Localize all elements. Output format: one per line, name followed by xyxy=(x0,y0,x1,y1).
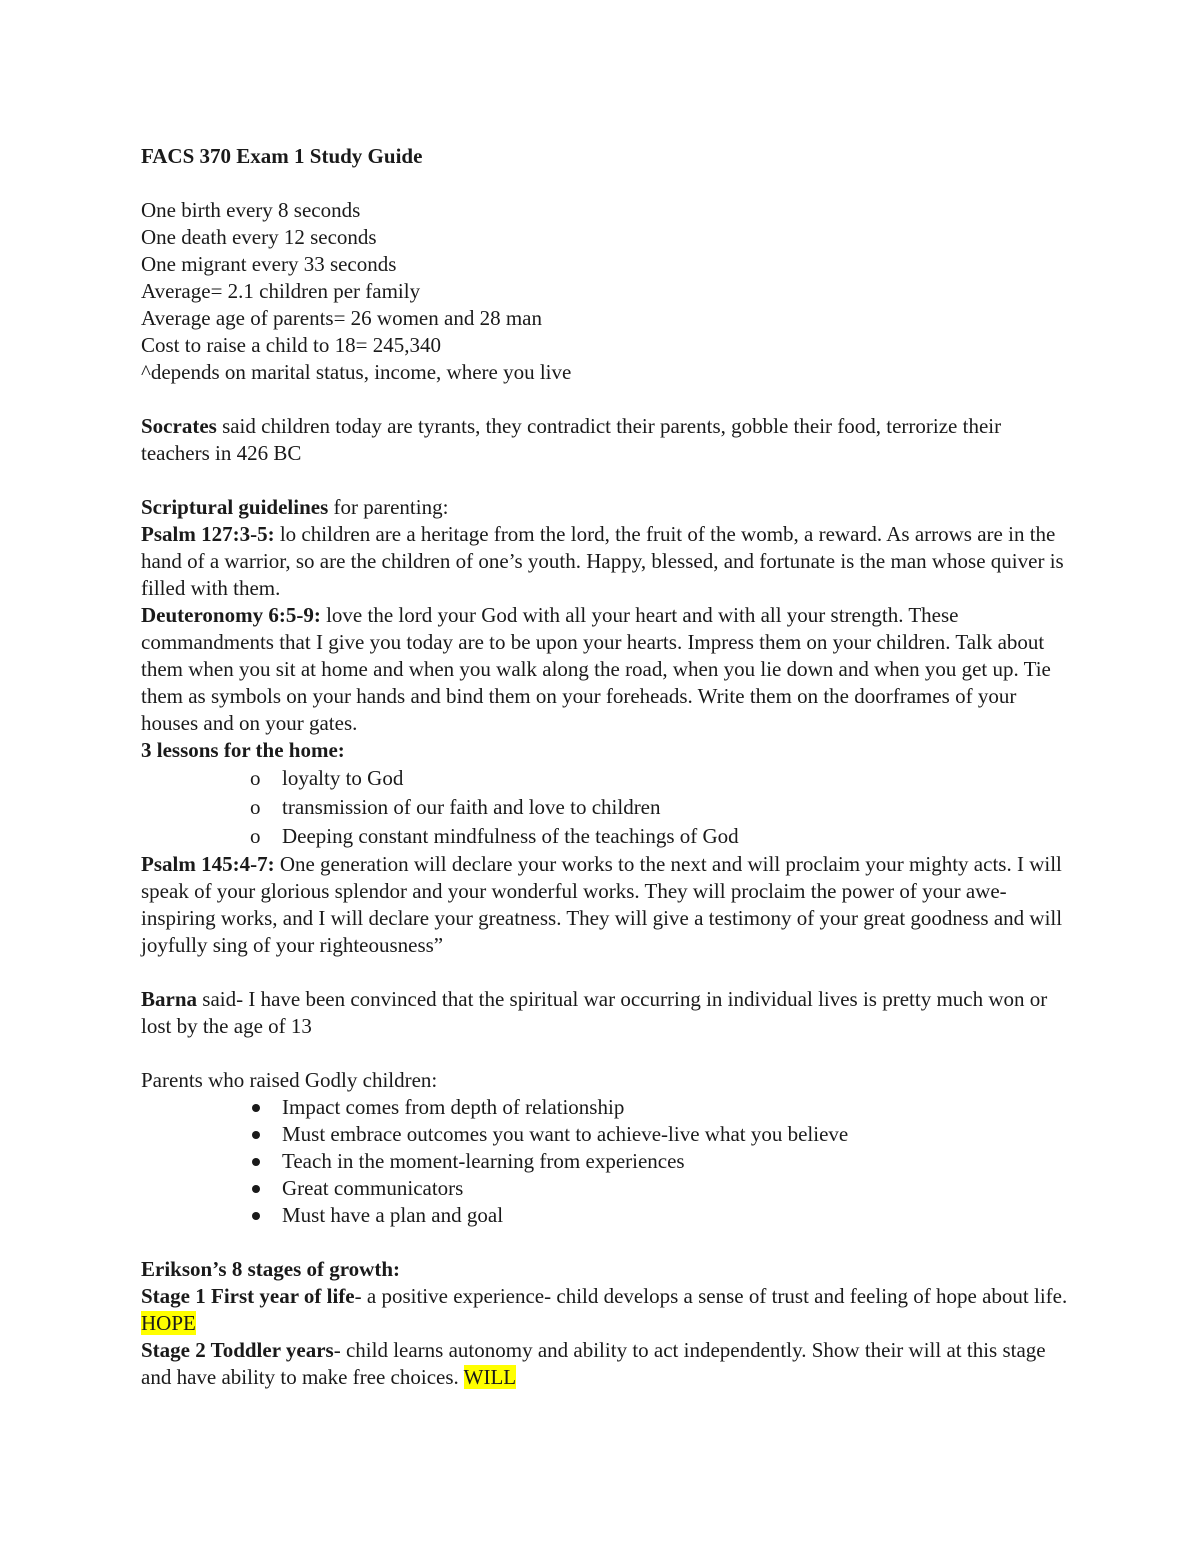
stat-line-depends: ^depends on marital status, income, where you live xyxy=(141,360,572,384)
bullet-icon xyxy=(252,1158,260,1166)
bullet-icon xyxy=(252,1212,260,1220)
list-item-text: Must have a plan and goal xyxy=(282,1203,504,1227)
stage-2-text: - child learns autonomy and ability to act independently. Show their will at this stage and have ability to make free choices. xyxy=(141,1338,1046,1389)
psalm-145-paragraph xyxy=(141,851,1071,959)
document-title: FACS 370 Exam 1 Study Guide xyxy=(141,144,423,168)
circle-bullet-icon: o xyxy=(250,795,261,819)
bullet-icon xyxy=(252,1131,260,1139)
bullet-icon xyxy=(252,1185,260,1193)
socrates-paragraph xyxy=(141,413,1071,467)
parents-list xyxy=(141,1094,1071,1229)
list-item xyxy=(141,1094,1071,1121)
list-item xyxy=(141,822,1071,851)
spacer xyxy=(141,467,1071,494)
spacer xyxy=(141,1229,1071,1256)
circle-bullet-icon: o xyxy=(250,824,261,848)
spacer xyxy=(141,959,1071,986)
bullet-icon xyxy=(252,1104,260,1112)
stat-line-deaths: One death every 12 seconds xyxy=(141,225,377,249)
spacer xyxy=(141,1040,1071,1067)
deuteronomy-label: Deuteronomy 6:5-9: xyxy=(141,603,321,627)
psalm-127-label: Psalm 127:3-5: xyxy=(141,522,275,546)
stage-2-label: Stage 2 Toddler years xyxy=(141,1338,334,1362)
stat-line-children-average: Average= 2.1 children per family xyxy=(141,279,421,303)
stage-1-label: Stage 1 First year of life xyxy=(141,1284,355,1308)
barna-paragraph xyxy=(141,986,1071,1040)
list-item-text: Great communicators xyxy=(282,1176,464,1200)
barna-label: Barna xyxy=(141,987,198,1011)
socrates-label: Socrates xyxy=(141,414,217,438)
list-item xyxy=(141,1121,1071,1148)
document-page xyxy=(141,143,1071,1391)
stat-line-parent-age: Average age of parents= 26 women and 28 man xyxy=(141,306,542,330)
lessons-list xyxy=(141,764,1071,851)
lessons-heading xyxy=(141,737,1071,764)
list-item xyxy=(141,1148,1071,1175)
list-item-text: Teach in the moment-learning from experiences xyxy=(282,1149,685,1173)
parents-intro: Parents who raised Godly children: xyxy=(141,1068,438,1092)
barna-text: said- I have been convinced that the spiritual war occurring in individual lives is pretty much won or lost by the age of 13 xyxy=(141,987,1048,1038)
socrates-text: said children today are tyrants, they contradict their parents, gobble their food, terrorize their teachers in 426 BC xyxy=(141,414,1002,465)
list-item-text: Impact comes from depth of relationship xyxy=(282,1095,625,1119)
stage-1-highlight: HOPE xyxy=(141,1311,196,1335)
spacer xyxy=(141,386,1071,413)
scriptural-text: for parenting: xyxy=(328,495,449,519)
stat-line-migrants: One migrant every 33 seconds xyxy=(141,252,397,276)
psalm-127-text: lo children are a heritage from the lord, the fruit of the womb, a reward. As arrows are in the hand of a warrior, so are the children of one’s youth. Happy, blessed, and fortunate is the man whose quiver is filled with them. xyxy=(141,522,1064,600)
psalm-145-text: One generation will declare your works to the next and will proclaim your mighty acts. I will speak of your glorious splendor and your wonderful works. They will proclaim the power of your awe-inspiring works, and I will declare your greatness. They will give a testimony of your great goodness and will joyfully sing of your righteousness” xyxy=(141,852,1063,957)
stage-2-paragraph xyxy=(141,1337,1071,1391)
stat-line-cost: Cost to raise a child to 18= 245,340 xyxy=(141,333,441,357)
stage-1-text: - a positive experience- child develops a sense of trust and feeling of hope about life. xyxy=(354,1284,1068,1308)
stat-line-births: One birth every 8 seconds xyxy=(141,198,361,222)
stage-2-highlight: WILL xyxy=(463,1365,517,1389)
erikson-heading xyxy=(141,1256,1071,1283)
scriptural-label: Scriptural guidelines xyxy=(141,495,329,519)
scriptural-intro xyxy=(141,494,1071,521)
psalm-127-paragraph xyxy=(141,521,1071,602)
list-item xyxy=(141,764,1071,793)
psalm-145-label: Psalm 145:4-7: xyxy=(141,852,275,876)
list-item xyxy=(141,1202,1071,1229)
list-item xyxy=(141,1175,1071,1202)
deuteronomy-text: love the lord your God with all your heart and with all your strength. These commandments that I give you today are to be upon your hearts. Impress them on your children. Talk about them when you sit at home and when you walk along the road, when you lie down and when you get up. Tie them as symbols on your hands and bind them on your foreheads. Write them on the doorframes of your houses and on your gates. xyxy=(141,603,1051,735)
deuteronomy-paragraph xyxy=(141,602,1071,737)
list-item-text: transmission of our faith and love to children xyxy=(282,795,661,819)
circle-bullet-icon: o xyxy=(250,766,261,790)
stage-1-paragraph xyxy=(141,1283,1071,1337)
list-item-text: Must embrace outcomes you want to achieve-live what you believe xyxy=(282,1122,849,1146)
list-item-text: loyalty to God xyxy=(282,766,404,790)
lessons-label: 3 lessons for the home: xyxy=(141,738,345,762)
erikson-heading-text: Erikson’s 8 stages of growth: xyxy=(141,1257,401,1281)
list-item xyxy=(141,793,1071,822)
list-item-text: Deeping constant mindfulness of the teachings of God xyxy=(282,824,739,848)
